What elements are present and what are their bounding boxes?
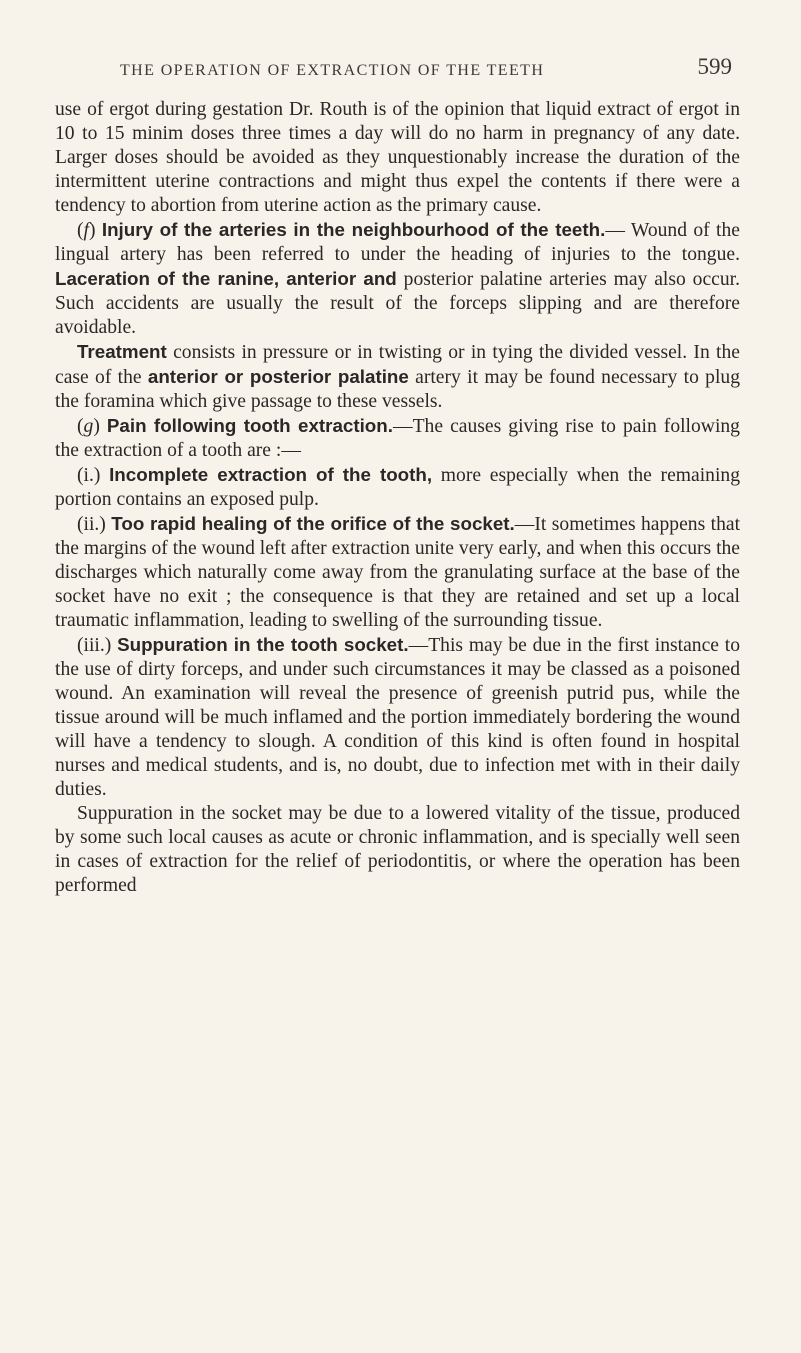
paragraph-text: —This may be due in the first instance to the use of dirty forceps, and under such circumstances it may be classed as a poisoned wound. An examination will reveal the presence of greenish putrid pus, while the tissue around will be much inflamed and the portion immediately bordering the wound will have a tendency to slough. A condition of this kind is often found in hospital nurses and medical students, and is, no doubt, due to infection met with in their daily duties. [55,635,741,800]
paragraph-p6 [55,512,740,633]
paragraph-text: ) [88,220,102,241]
paragraph-p2 [55,218,740,340]
paragraph-text: (i.) [77,465,110,486]
paragraph-text: g [83,416,94,437]
paragraph-p7 [55,633,740,802]
running-head [100,54,732,90]
paragraph-text: posterior palatine arteries may also occur. Such accidents are usually the result of the forceps slipping and are therefore avoidable. [55,269,740,338]
paragraph-text: (iii.) [77,635,118,656]
paragraph-p1 [55,98,740,218]
section-heading: Too rapid healing of the orifice of the socket. [111,513,515,534]
paragraph-text: artery it may be found necessary to plug the foramina which give passage to these vessels. [55,367,741,412]
paragraph-text: Suppuration in the socket may be due to a lowered vitality of the tissue, produced by some such local causes as acute or chronic inflammation, and is specially well seen in cases of extraction for the relief of periodontitis, or where the operation has been performed [55,803,740,896]
page-number: 599 [697,54,732,79]
section-heading: Pain following tooth extraction. [106,415,393,436]
paragraph-text: consists in pressure or in twisting or in tying the divided vessel. In the case of the [55,342,740,388]
section-heading: Laceration of the ranine, anterior and [55,268,397,289]
paragraph-p4 [55,414,740,463]
paragraph-text: — Wound of the lingual artery has been referred to under the heading of injuries to the tongue. [55,220,740,265]
section-heading: Injury of the arteries in the neighbourhood of the teeth. [101,219,606,240]
paragraph-text: —The causes giving rise to pain following the extraction of a tooth are :— [55,416,740,461]
paragraph-text: f [83,220,89,241]
paragraph-text: ( [77,416,84,437]
paragraph-text: (ii.) [77,514,112,535]
paragraph-text: use of ergot during gestation Dr. Routh is of the opinion that liquid extract of ergot in 10 to 15 minim doses three times a day will do no harm in pregnancy of any date. Larger doses should be avoided as they unquestionably increase the duration of the intermittent uterine contractions and might thus expel the contents if there were a tendency to abortion from uterine action as the primary cause. [55,99,740,216]
paragraph-text: ( [77,220,84,241]
paragraph-p3 [55,340,740,414]
paragraph-text: ) [93,416,107,437]
paragraph-text: more especially when the remaining portion contains an exposed pulp. [55,465,740,510]
section-heading: Suppuration in the tooth socket. [117,634,409,655]
section-heading: anterior or posterior palatine [147,366,409,387]
paragraph-p5 [55,463,740,512]
paragraph-p8 [55,802,740,898]
section-heading: Incomplete extraction of the tooth, [109,464,433,485]
running-title: THE OPERATION OF EXTRACTION OF THE TEETH [120,62,545,79]
paragraph-text: —It sometimes happens that the margins of the wound left after extraction unite very early, and when this occurs the discharges which naturally come away from the granulating surface at the base of the socket have no exit ; the consequence is that they are retained and set up a local traumatic inflammation, leading to swelling of the surrounding tissue. [55,514,741,631]
body-text [55,98,740,898]
section-heading: Treatment [77,341,167,362]
